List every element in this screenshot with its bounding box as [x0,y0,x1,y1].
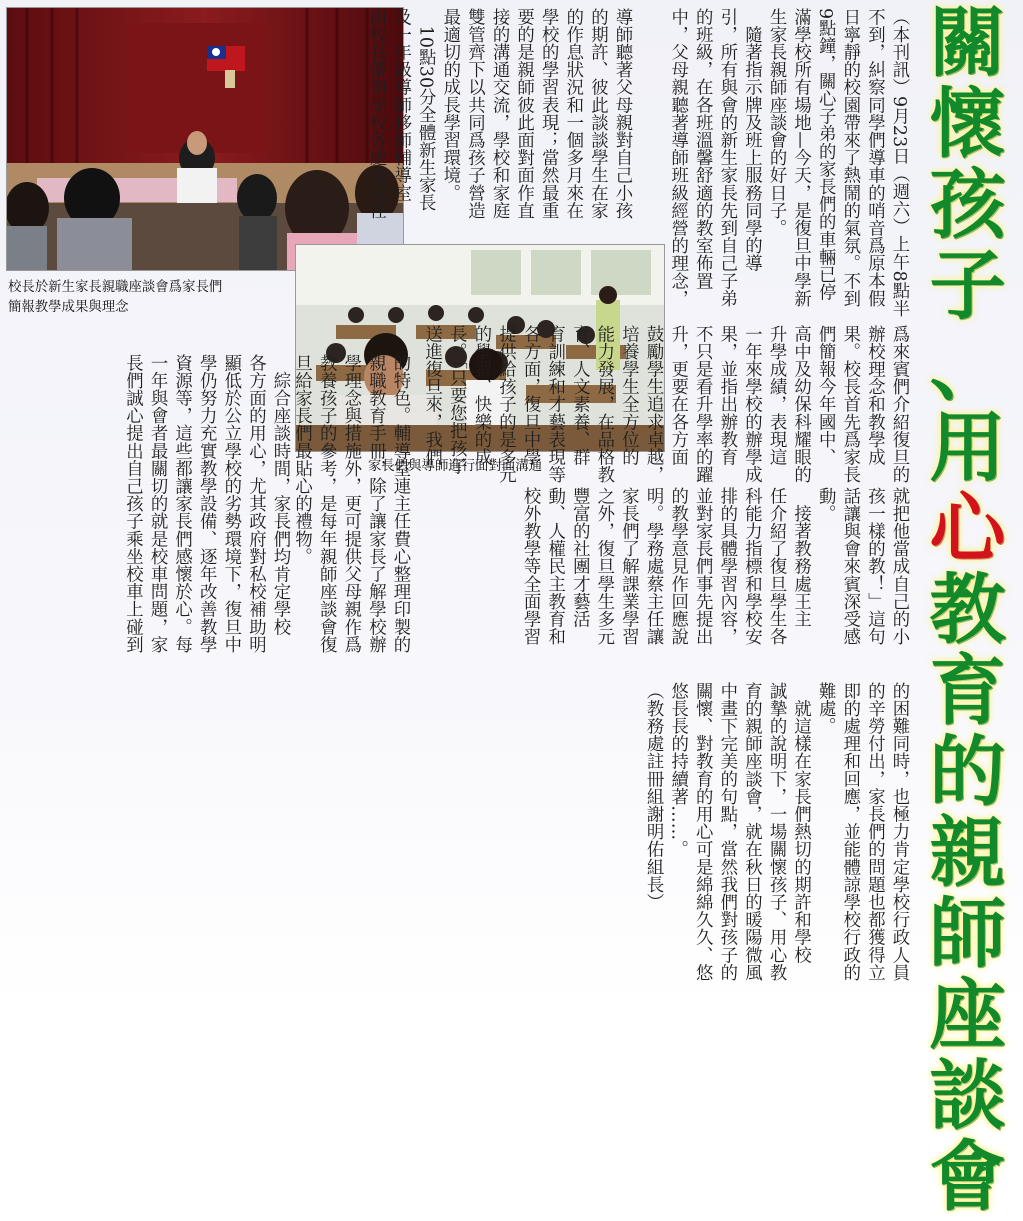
headline-char: 育 [929,646,1006,735]
headline-char: 談 [929,1051,1006,1140]
headline-char: 孩 [929,160,1006,249]
article-paragraph-principal: 爲來賓們介紹復旦的辦校理念和教學成 果。校長首先爲家長們簡報今年國中、 高中及幼保科耀眼的升學成績，表現這 一年來學校的辦學成果，並指出辦教育 不只是看升學率的躍升，更要在各方面 鼓勵學生追求卓越，培養學生全方位的 能力發展，在品格教育、人文素養、群 育訓練和才藝表現等各方面，復旦中學 提供給孩子的是多元的學習、快樂的成 長。「只要您把孩子送進復旦來，我們 [421,325,909,484]
caption-photo-principal-briefing: 校長於新生家長親職座談會爲家長們 簡報教學成果與理念 [8,280,223,315]
headline-char: 座 [929,970,1006,1059]
article-paragraph-classroom: 導師聽著父母親對自己小孩 的期許、彼此談談學生在家 的作息狀況和一個多月來在 學校的學習表現；當然最重 要的是親師彼此面對面作直 接的溝通交流，學校和家庭 雙管齊下以共同爲孩子營造 最適切的成長學習環境。 10點30分全體新生家長 及一年級導師移師輔導室 由校長帶領學校各處室主任 [366,8,632,220]
headline-char: 懷 [929,79,1006,168]
headline-char: 、 [929,322,1006,411]
headline-char: 教 [929,565,1006,654]
headline-char: 親 [929,808,1006,897]
article-paragraph-intro: （本刊訊）9月23日（週六）上午8點半 不到，糾察同學們導車的哨音爲原本假 日寧靜的校園帶來了熱鬧的氣氛。不到 9點鐘，關心子弟的家長們的車輛已停 滿學校所有場地—今天，是復旦中學新 生家長親師座談會的好日子。 隨著指示牌及班上服務同學的導 引，所有與會的新生家長先到自己子弟 的班級，在各班溫馨舒適的教室佈置 中，父母親聽著導師班級經營的理念， [667,8,909,318]
headline-char: 關 [929,0,1006,87]
headline-char: 會 [929,1132,1006,1221]
headline-char: 子 [929,241,1006,330]
headline-char: 心 [929,484,1006,573]
article-paragraph-conclusion: 的困難同時，也極力肯定學校行政人員 的辛勞付出，家長們的問題也都獲得立 即的處理和回應，並能體諒學校行政的 難處。 就這樣在家長們熱切的期許和學校 誠摯的說明下，一場關懷孩子、用心教 育的親師座談會，就在秋日的暖陽微風 中畫下完美的句點，當然我們對孩子的 關懷、對教育的用心可是綿綿久久、悠 悠長長的持續著……。 （教務處註冊組謝明佑組長） [643,682,909,982]
article-paragraph-discussion: 綜合座談時間，家長們均肯定學校 各方面的用心，尤其政府對私校補助明 顯低於公立學校的劣勢環境下，復旦中 學仍努力充實教學設備、逐年改善教學 資源等，這些都讓家長們感懷於心。每 一年與會者最關切的就是校車問題，家 長們誠心提出自己孩子乘坐校車上碰到 [122,354,290,654]
article-paragraph-academic-affairs: 就把他當成自己的小 孩一樣的教！」這句 話讓與會來賓深受感 動。 接著教務處王主 任介紹了復旦學生各 科能力指標和學校安 排的具體學習內容， 並對家長們事先提出 的教學意見作回應說 明。學務處蔡主任讓 家長們了解課業學習 之外，復旦學生多元 豐富的社團才藝活 動、人權民主教育和 校外教學等全面學習 [520,487,909,646]
headline-char: 師 [929,889,1006,978]
headline [914,0,1021,1221]
article-paragraph-counseling: 的特色。輔導室連主任費心整理印製的 親職教育手冊，除了讓家長了解學校辦 學理念與措施外，更可提供父母親作爲 教養孩子的參考，是每年親師座談會復 旦給家長們最貼心的禮物。 [291,354,410,654]
photo-principal-briefing [6,7,404,271]
photo-principal-briefing-illustration [7,8,403,270]
caption-photo-parents-teacher-classroom: 家長們與導師進行面對面溝通 [368,459,543,474]
headline-char: 的 [929,727,1006,816]
headline-char: 用 [929,403,1006,492]
